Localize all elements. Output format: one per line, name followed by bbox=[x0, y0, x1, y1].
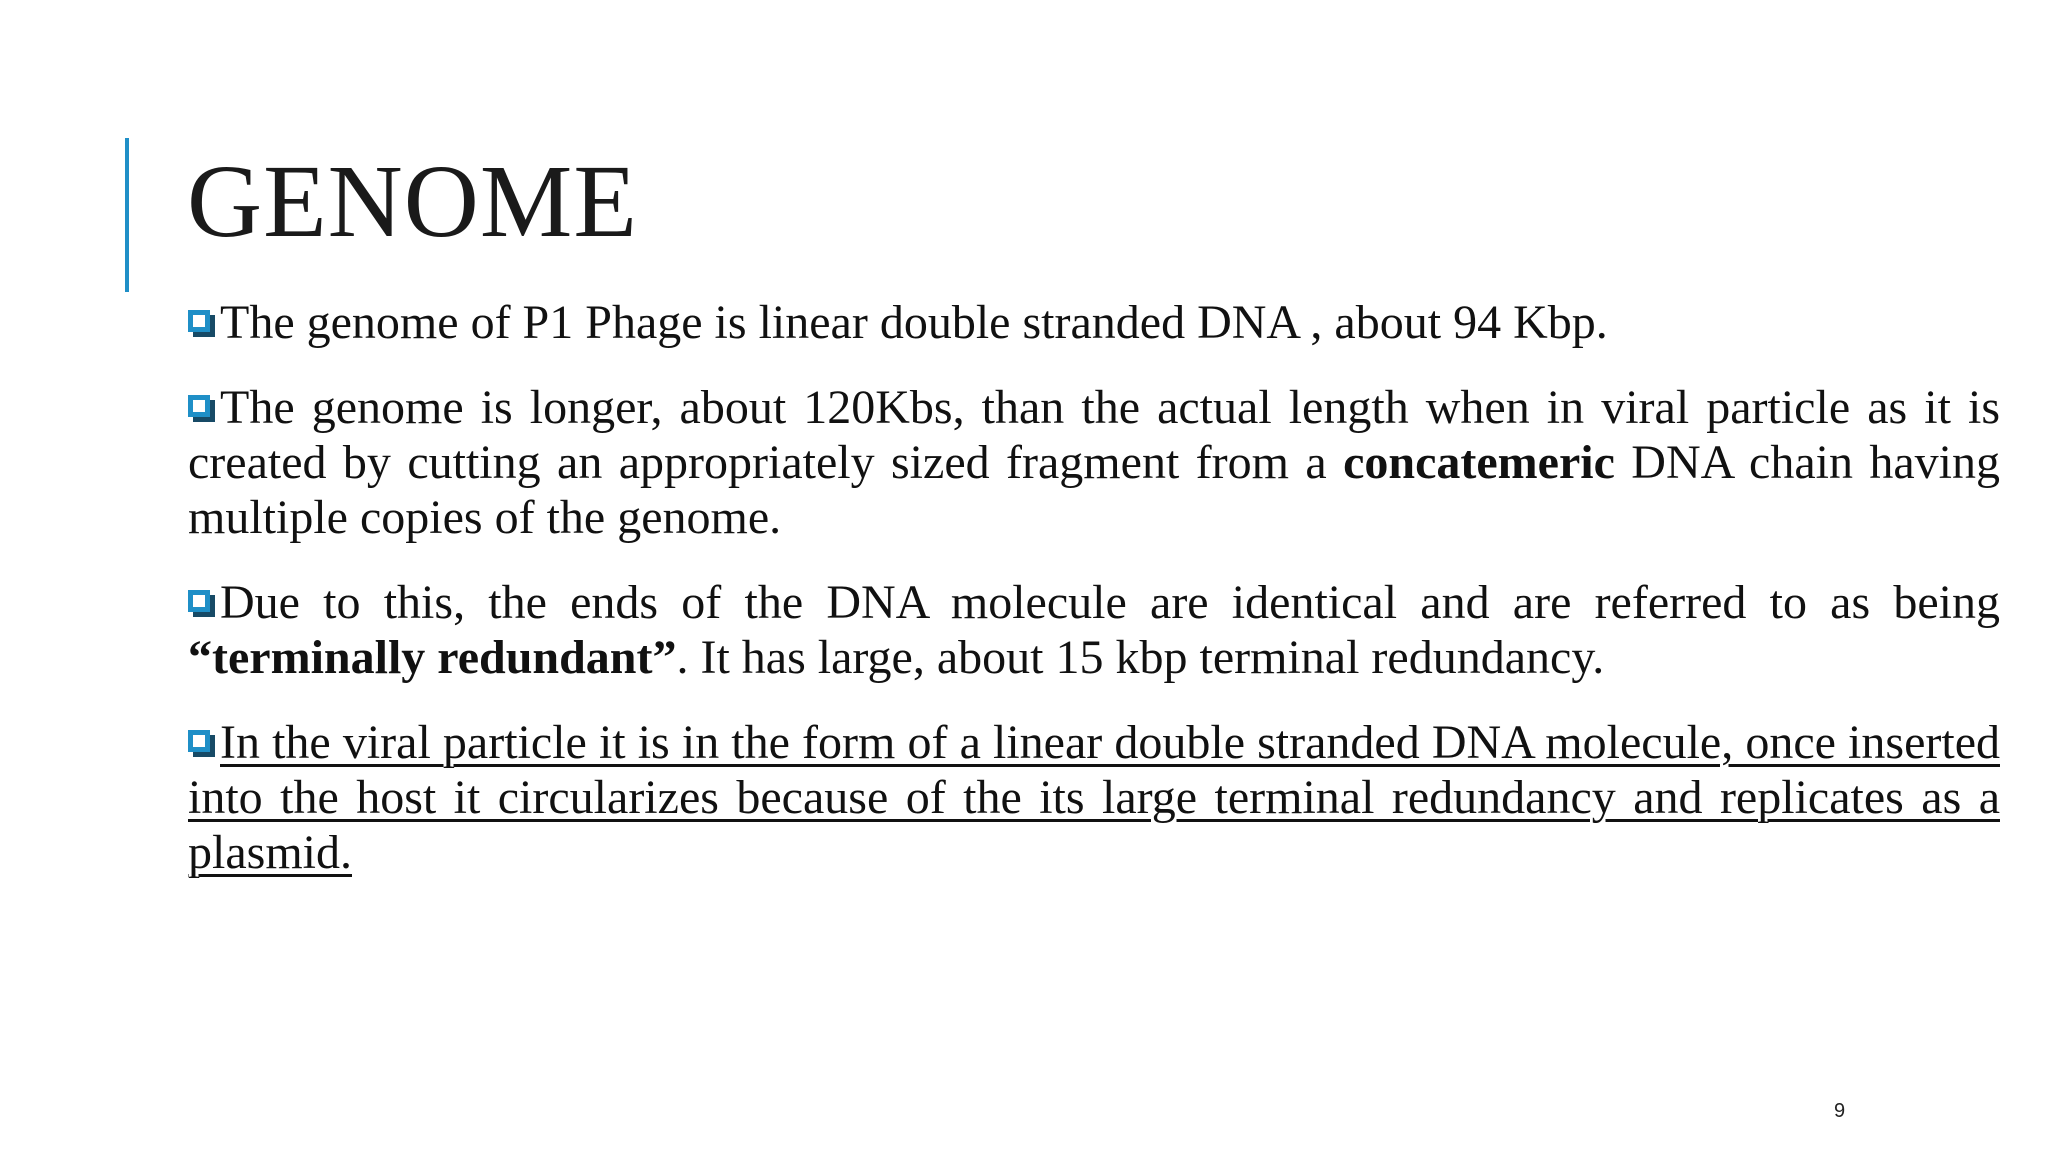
bold-term-terminally-redundant: “terminally redundant” bbox=[188, 631, 677, 684]
bullet-item-terminal-redundancy bbox=[188, 575, 2000, 685]
slide-title: GENOME bbox=[187, 144, 638, 259]
bullet-list bbox=[188, 295, 2000, 910]
bullet-item-circularization bbox=[188, 715, 2000, 880]
hollow-square-bullet-icon bbox=[188, 395, 210, 417]
bold-term-concatemeric: concatemeric bbox=[1343, 436, 1615, 489]
underlined-bullet-text: In the viral particle it is in the form of a linear double stranded DNA molecule, once inserted into the host it circularizes because of the its large terminal redundancy and replicates as a plasmid. bbox=[188, 716, 2000, 879]
bullet-item-genome-length bbox=[188, 380, 2000, 545]
hollow-square-bullet-icon bbox=[188, 310, 210, 332]
hollow-square-bullet-icon bbox=[188, 730, 210, 752]
hollow-square-bullet-icon bbox=[188, 590, 210, 612]
bullet-text: The genome of P1 Phage is linear double stranded DNA , about 94 Kbp. bbox=[220, 296, 1608, 349]
page-number: 9 bbox=[1834, 1100, 1846, 1122]
title-accent-bar bbox=[125, 138, 129, 292]
bullet-item-genome-type bbox=[188, 295, 2000, 350]
bullet-text-part: The genome is longer, about 120Kbs, than the actual length when in viral particle as it is created by cutting an appropriately sized fragment from a bbox=[188, 381, 2000, 489]
bullet-text-part: DNA chain having multiple copies of the genome. bbox=[188, 436, 2000, 544]
bullet-text-part: Due to this, the ends of the DNA molecule are identical and are referred to as being bbox=[220, 576, 2000, 629]
bullet-text-part: . It has large, about 15 kbp terminal redundancy. bbox=[676, 631, 1605, 684]
